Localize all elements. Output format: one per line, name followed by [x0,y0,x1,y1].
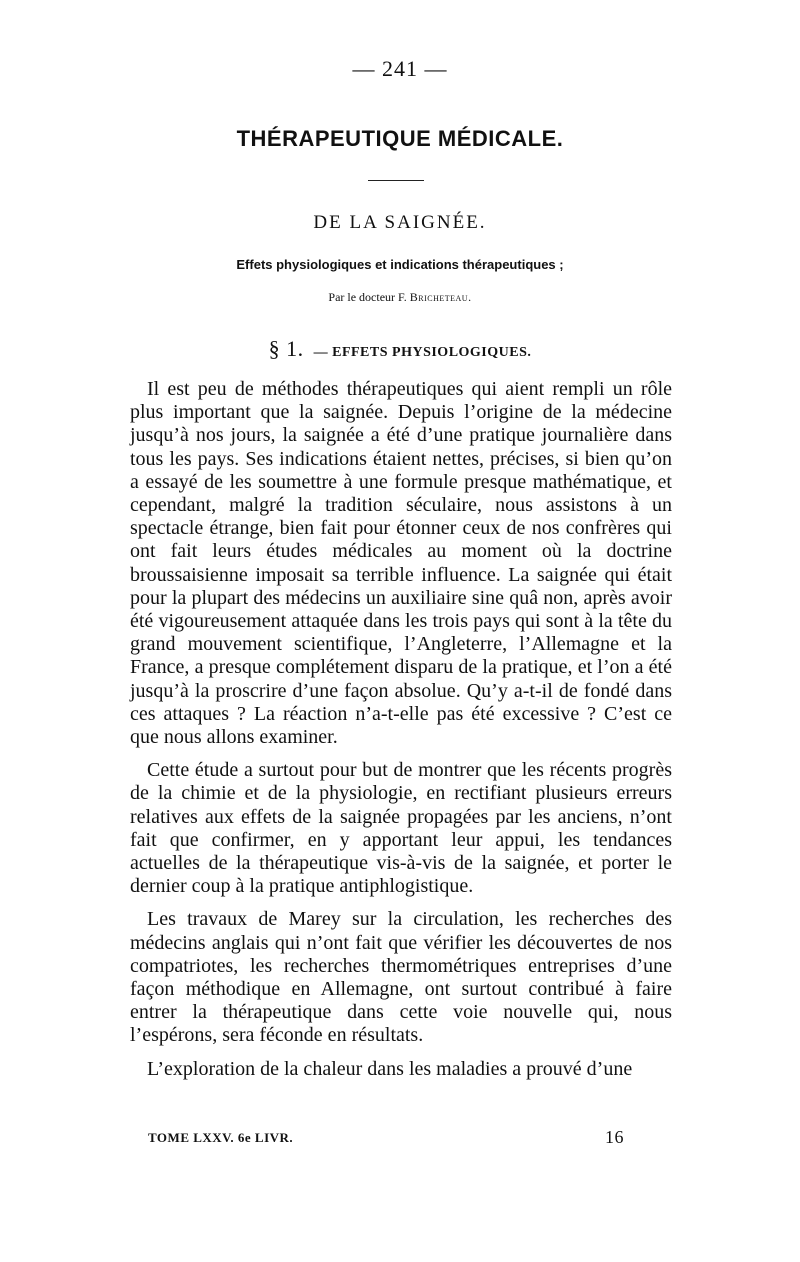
author-name: Bricheteau. [409,290,472,304]
subsection-title: — EFFETS PHYSIOLOGIQUES. [313,345,532,360]
paragraph-3: Les travaux de Marey sur la circulation, les recherches des médecins anglais qui n’ont fait que vérifier les découvertes de nos compatriotes, les recherches thermométriques entreprises d’une façon méthodique en Allemagne, ont surtout contribué à faire entrer la thérapeutique dans cette voie nouvelle qui, nous l’espérons, sera féconde en résultats. [130,908,672,1047]
volume-label: TOME LXXV. 6e LIVR. [148,1130,294,1145]
author-line [0,290,800,305]
subsection-symbol: § 1. [268,336,304,361]
paragraph-2: Cette étude a surtout pour but de montrer que les récents progrès de la chimie et de la physiologie, en rectifiant plusieurs erreurs relatives aux effets de la saignée propagées par les anciens, n’ont fait que confirmer, en y apportant leur appui, les tendances actuelles de la thérapeutique vis-à-vis de la saignée, et porter le dernier coup à la pratique antiphlogistique. [130,759,672,898]
body-text [130,378,672,1081]
author-prefix: Par le docteur F. [328,290,407,304]
paragraph-1: Il est peu de méthodes thérapeutiques qui aient rempli un rôle plus important que la saignée. Depuis l’origine de la médecine jusqu’à nos jours, la saignée a été d’une pratique journalière dans tous les pays. Ses indications étaient nettes, précises, si bien qu’on a essayé de les soumettre à une formule presque mathématique, et cependant, malgré la tradition séculaire, nous assistons à un spectacle étrange, bien fait pour étonner ceux de nos confrères qui ont fait leurs études médicales au moment où la doctrine broussaisienne imposait sa terrible influence. La saignée qui était pour la plupart des médecins un auxiliaire sine quâ non, après avoir été vigoureusement attaquée dans les trois pays qui sont à la tête du grand mouvement scientifique, l’Angleterre, l’Allemagne et la France, a presque complétement disparu de la pratique, et l’on a été jusqu’à la proscrire d’une façon absolue. Qu’y a-t-il de fondé dans ces attaques ? La réaction n’a-t-elle pas été excessive ? C’est ce que nous allons examiner. [130,378,672,749]
paragraph-4: L’exploration de la chaleur dans les maladies a prouvé d’une [147,1057,633,1080]
article-subtitle: Effets physiologiques et indications thérapeutiques ; [236,257,564,272]
title-divider [368,180,424,181]
article-title: DE LA SAIGNÉE. [313,212,487,233]
subsection-heading [0,336,800,362]
signature-mark: 16 [605,1127,624,1147]
section-title: THÉRAPEUTIQUE MÉDICALE. [236,126,564,151]
page-footer [148,1127,624,1147]
page-number: — 241 — [352,56,448,81]
